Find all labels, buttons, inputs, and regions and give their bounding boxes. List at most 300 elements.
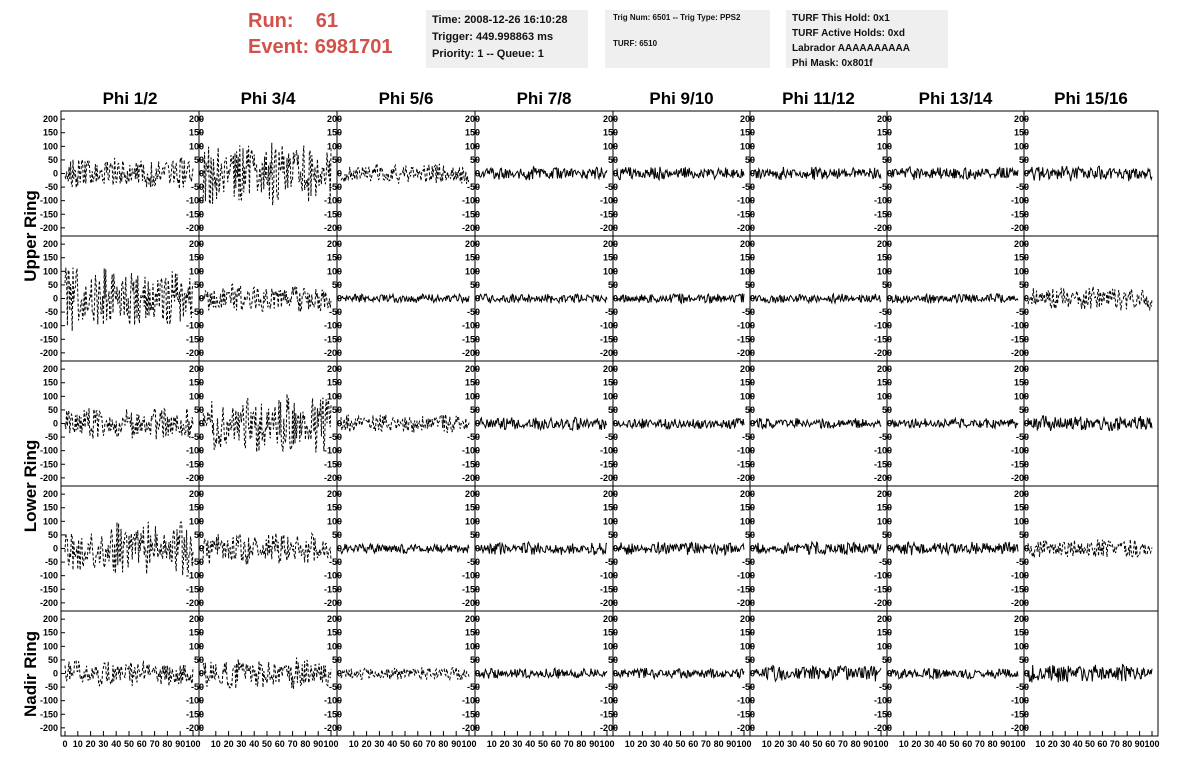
x-tick-label-c2-9: 100: [323, 739, 339, 749]
y-tick-label-r1-c6-4: 0: [749, 168, 755, 179]
y-tick-label-r3-c3-6: -100: [323, 445, 342, 456]
y-tick-label-r1-c8-2: 100: [1013, 141, 1029, 152]
y-tick-label-r5-c5-4: 0: [612, 668, 618, 679]
y-tick-label-r1-c5-0: 200: [602, 114, 618, 125]
y-tick-label-r3-c7-4: 0: [886, 418, 892, 429]
x-tick-label-c4-2: 30: [512, 739, 523, 749]
y-tick-label-r3-c1-8: -200: [39, 472, 58, 483]
x-tick-label-c4-3: 40: [525, 739, 536, 749]
x-tick-label-c5-9: 100: [736, 739, 752, 749]
x-tick-label-c2-0: 10: [210, 739, 221, 749]
waveform-trace-r1-c2: [203, 143, 331, 206]
y-tick-label-r5-c1-7: -150: [39, 709, 58, 720]
y-tick-label-r1-c3-6: -100: [323, 195, 342, 206]
x-tick-label-c5-0: 10: [624, 739, 635, 749]
y-tick-label-r4-c5-3: 50: [607, 529, 618, 540]
y-tick-label-r1-c3-1: 150: [326, 127, 342, 138]
y-tick-label-r5-c6-3: 50: [744, 654, 755, 665]
y-tick-label-r1-c8-7: -150: [1010, 209, 1029, 220]
waveform-trace-r2-c8: [1028, 287, 1152, 311]
waveform-trace-r4-c6: [754, 542, 881, 555]
y-tick-label-r5-c4-0: 200: [464, 614, 480, 625]
y-tick-label-r4-c1-3: 50: [47, 529, 58, 540]
y-tick-label-r1-c6-5: -50: [741, 182, 755, 193]
x-tick-label-c1-6: 60: [136, 739, 147, 749]
y-tick-label-r1-c2-4: 0: [198, 168, 204, 179]
y-tick-label-r2-c1-6: -100: [39, 320, 58, 331]
y-tick-label-r3-c8-0: 200: [1013, 364, 1029, 375]
y-tick-label-r2-c4-7: -150: [461, 334, 480, 345]
y-tick-label-r4-c1-6: -100: [39, 570, 58, 581]
waveform-trace-r4-c3: [341, 544, 469, 554]
y-tick-label-r1-c2-1: 150: [188, 127, 204, 138]
panel-frame-r1-c8: [1024, 111, 1158, 236]
y-tick-label-r2-c7-0: 200: [876, 239, 892, 250]
x-tick-label-c4-9: 100: [599, 739, 615, 749]
y-tick-label-r4-c4-1: 150: [464, 502, 480, 513]
waveform-trace-r4-c2: [203, 533, 331, 564]
y-tick-label-r4-c8-6: -100: [1010, 570, 1029, 581]
y-tick-label-r3-c6-3: 50: [744, 404, 755, 415]
x-tick-label-c4-0: 10: [486, 739, 497, 749]
y-tick-label-r1-c6-6: -100: [736, 195, 755, 206]
column-header-8: Phi 15/16: [1054, 89, 1128, 108]
waveform-trace-r2-c7: [891, 294, 1018, 303]
y-tick-label-r4-c1-5: -50: [44, 557, 58, 568]
y-tick-label-r3-c3-7: -150: [323, 459, 342, 470]
y-tick-label-r1-c3-2: 100: [326, 141, 342, 152]
y-tick-label-r1-c1-0: 200: [42, 114, 58, 125]
y-tick-label-r5-c4-6: -100: [461, 695, 480, 706]
y-tick-label-r5-c1-0: 200: [42, 614, 58, 625]
y-tick-label-r3-c5-6: -100: [599, 445, 618, 456]
y-tick-label-r5-c6-2: 100: [739, 641, 755, 652]
y-tick-label-r1-c3-7: -150: [323, 209, 342, 220]
y-tick-label-r1-c5-6: -100: [599, 195, 618, 206]
y-tick-label-r2-c6-8: -200: [736, 347, 755, 358]
y-tick-label-r3-c6-8: -200: [736, 472, 755, 483]
y-tick-label-r4-c1-4: 0: [52, 543, 58, 554]
y-tick-label-r4-c8-1: 150: [1013, 502, 1029, 513]
y-tick-label-r1-c2-6: -100: [185, 195, 204, 206]
x-tick-label-c5-4: 50: [675, 739, 686, 749]
y-tick-label-r4-c2-5: -50: [190, 557, 204, 568]
y-tick-label-r1-c4-0: 200: [464, 114, 480, 125]
y-tick-label-r1-c2-3: 50: [193, 154, 204, 165]
y-tick-label-r3-c1-3: 50: [47, 404, 58, 415]
x-tick-label-c1-8: 80: [162, 739, 173, 749]
y-tick-label-r1-c7-4: 0: [886, 168, 892, 179]
y-tick-label-r2-c2-8: -200: [185, 347, 204, 358]
x-tick-label-c1-1: 10: [72, 739, 83, 749]
y-tick-label-r3-c3-5: -50: [328, 432, 342, 443]
y-tick-label-r4-c8-2: 100: [1013, 516, 1029, 527]
event-label: Event:: [248, 36, 310, 58]
y-tick-label-r5-c7-2: 100: [876, 641, 892, 652]
waveform-trace-r3-c1: [65, 408, 193, 439]
x-tick-label-c6-1: 20: [774, 739, 785, 749]
y-tick-label-r4-c6-5: -50: [741, 557, 755, 568]
x-tick-label-c3-1: 20: [361, 739, 372, 749]
y-tick-label-r3-c5-8: -200: [599, 472, 618, 483]
y-tick-label-r5-c7-5: -50: [878, 682, 892, 693]
x-tick-label-c2-4: 50: [261, 739, 273, 749]
y-tick-label-r3-c6-6: -100: [736, 445, 755, 456]
turf-num-text: TURF: 6510: [613, 39, 658, 48]
waveform-trace-r1-c6: [754, 167, 881, 180]
y-tick-label-r4-c6-8: -200: [736, 597, 755, 608]
waveform-trace-r3-c6: [754, 418, 881, 428]
y-tick-label-r1-c5-3: 50: [607, 154, 618, 165]
x-tick-label-c4-1: 20: [499, 739, 510, 749]
y-tick-label-r2-c3-8: -200: [323, 347, 342, 358]
y-tick-label-r3-c5-7: -150: [599, 459, 618, 470]
y-tick-label-r2-c4-4: 0: [474, 293, 480, 304]
panel-frame-r4-c2: [199, 486, 337, 611]
y-tick-label-r3-c3-2: 100: [326, 391, 342, 402]
y-tick-label-r4-c5-6: -100: [599, 570, 618, 581]
x-tick-label-c8-3: 40: [1072, 739, 1083, 749]
x-tick-label-c3-7: 80: [438, 739, 449, 749]
y-tick-label-r4-c6-3: 50: [744, 529, 755, 540]
y-tick-label-r3-c7-7: -150: [873, 459, 892, 470]
y-tick-label-r3-c4-4: 0: [474, 418, 480, 429]
y-tick-label-r2-c5-3: 50: [607, 279, 618, 290]
y-tick-label-r1-c3-3: 50: [331, 154, 342, 165]
y-tick-label-r5-c1-8: -200: [39, 722, 58, 733]
y-tick-label-r3-c8-7: -150: [1010, 459, 1029, 470]
y-tick-label-r1-c5-4: 0: [612, 168, 618, 179]
y-tick-label-r3-c5-3: 50: [607, 404, 618, 415]
x-tick-label-c8-1: 20: [1047, 739, 1058, 749]
y-tick-label-r5-c7-6: -100: [873, 695, 892, 706]
y-tick-label-r4-c3-2: 100: [326, 516, 342, 527]
y-tick-label-r5-c7-3: 50: [881, 654, 892, 665]
y-tick-label-r2-c7-4: 0: [886, 293, 892, 304]
y-tick-label-r3-c4-7: -150: [461, 459, 480, 470]
y-tick-label-r5-c3-6: -100: [323, 695, 342, 706]
y-tick-label-r2-c1-3: 50: [47, 279, 58, 290]
y-tick-label-r1-c1-8: -200: [39, 222, 58, 233]
y-tick-label-r4-c7-8: -200: [873, 597, 892, 608]
y-tick-label-r2-c8-1: 150: [1013, 252, 1029, 263]
y-tick-label-r2-c5-7: -150: [599, 334, 618, 345]
y-tick-label-r2-c7-1: 150: [876, 252, 892, 263]
y-tick-label-r2-c2-3: 50: [193, 279, 204, 290]
y-tick-label-r2-c4-1: 150: [464, 252, 480, 263]
y-tick-label-r1-c6-8: -200: [736, 222, 755, 233]
y-tick-label-r1-c8-0: 200: [1013, 114, 1029, 125]
y-tick-label-r3-c1-1: 150: [42, 377, 58, 388]
y-tick-label-r4-c6-0: 200: [739, 489, 755, 500]
y-tick-label-r2-c3-4: 0: [336, 293, 342, 304]
y-tick-label-r5-c7-0: 200: [876, 614, 892, 625]
waveform-trace-r3-c7: [891, 418, 1018, 428]
y-tick-label-r5-c5-7: -150: [599, 709, 618, 720]
waveform-trace-r3-c4: [479, 417, 607, 430]
y-tick-label-r1-c6-0: 200: [739, 114, 755, 125]
y-tick-label-r4-c6-7: -150: [736, 584, 755, 595]
y-tick-label-r3-c5-0: 200: [602, 364, 618, 375]
y-tick-label-r2-c6-2: 100: [739, 266, 755, 277]
x-tick-label-c3-3: 40: [387, 739, 398, 749]
y-tick-label-r4-c7-2: 100: [876, 516, 892, 527]
x-tick-label-c5-6: 70: [700, 739, 711, 749]
y-tick-label-r1-c2-8: -200: [185, 222, 204, 233]
y-tick-label-r3-c5-4: 0: [612, 418, 618, 429]
y-tick-label-r1-c4-1: 150: [464, 127, 480, 138]
waveform-trace-r5-c8: [1028, 665, 1152, 683]
x-tick-label-c7-2: 30: [924, 739, 935, 749]
y-tick-label-r5-c8-1: 150: [1013, 627, 1029, 638]
y-tick-label-r3-c2-6: -100: [185, 445, 204, 456]
y-tick-label-r3-c1-0: 200: [42, 364, 58, 375]
y-tick-label-r2-c6-7: -150: [736, 334, 755, 345]
x-tick-label-c7-7: 80: [987, 739, 998, 749]
y-tick-label-r4-c5-7: -150: [599, 584, 618, 595]
y-tick-label-r3-c3-3: 50: [331, 404, 342, 415]
y-tick-label-r2-c2-5: -50: [190, 307, 204, 318]
waveform-trace-r5-c4: [479, 668, 607, 678]
y-tick-label-r4-c5-1: 150: [602, 502, 618, 513]
y-tick-label-r4-c5-2: 100: [602, 516, 618, 527]
y-tick-label-r4-c8-5: -50: [1015, 557, 1029, 568]
y-tick-label-r1-c4-8: -200: [461, 222, 480, 233]
waveform-trace-r2-c2: [203, 284, 331, 311]
y-tick-label-r3-c8-8: -200: [1010, 472, 1029, 483]
y-tick-label-r1-c1-4: 0: [52, 168, 58, 179]
y-tick-label-r1-c7-8: -200: [873, 222, 892, 233]
y-tick-label-r2-c7-5: -50: [878, 307, 892, 318]
x-tick-label-c5-1: 20: [637, 739, 648, 749]
y-tick-label-r1-c4-3: 50: [469, 154, 480, 165]
y-tick-label-r3-c1-7: -150: [39, 459, 58, 470]
y-tick-label-r4-c4-2: 100: [464, 516, 480, 527]
column-header-4: Phi 7/8: [516, 89, 572, 108]
y-tick-label-r3-c6-5: -50: [741, 432, 755, 443]
y-tick-label-r5-c6-6: -100: [736, 695, 755, 706]
y-tick-label-r4-c2-2: 100: [188, 516, 204, 527]
x-tick-label-c8-6: 70: [1109, 739, 1120, 749]
y-tick-label-r5-c3-0: 200: [326, 614, 342, 625]
y-tick-label-r3-c2-4: 0: [198, 418, 204, 429]
y-tick-label-r4-c3-5: -50: [328, 557, 342, 568]
y-tick-label-r3-c2-8: -200: [185, 472, 204, 483]
y-tick-label-r5-c3-5: -50: [328, 682, 342, 693]
y-tick-label-r5-c1-4: 0: [52, 668, 58, 679]
waveform-trace-r1-c4: [479, 167, 607, 180]
y-tick-label-r3-c7-6: -100: [873, 445, 892, 456]
y-tick-label-r4-c2-7: -150: [185, 584, 204, 595]
y-tick-label-r5-c1-2: 100: [42, 641, 58, 652]
row-label-lower-ring: Lower Ring: [21, 439, 40, 533]
x-tick-label-c5-8: 90: [726, 739, 737, 749]
y-tick-label-r5-c6-4: 0: [749, 668, 755, 679]
y-tick-label-r2-c7-8: -200: [873, 347, 892, 358]
y-tick-label-r3-c7-1: 150: [876, 377, 892, 388]
y-tick-label-r4-c4-8: -200: [461, 597, 480, 608]
time-text: Time: 2008-12-26 16:10:28: [432, 14, 568, 26]
y-tick-label-r1-c1-2: 100: [42, 141, 58, 152]
y-tick-label-r2-c1-7: -150: [39, 334, 58, 345]
y-tick-label-r3-c7-0: 200: [876, 364, 892, 375]
y-tick-label-r2-c6-0: 200: [739, 239, 755, 250]
y-tick-label-r2-c3-5: -50: [328, 307, 342, 318]
y-tick-label-r2-c6-6: -100: [736, 320, 755, 331]
y-tick-label-r2-c6-4: 0: [749, 293, 755, 304]
y-tick-label-r5-c2-6: -100: [185, 695, 204, 706]
column-header-1: Phi 1/2: [102, 89, 158, 108]
y-tick-label-r2-c6-1: 150: [739, 252, 755, 263]
y-tick-label-r1-c7-2: 100: [876, 141, 892, 152]
x-tick-label-c2-7: 80: [300, 739, 311, 749]
y-tick-label-r3-c1-5: -50: [44, 432, 58, 443]
y-tick-label-r5-c3-4: 0: [336, 668, 342, 679]
x-tick-label-c5-3: 40: [662, 739, 673, 749]
y-tick-label-r2-c8-0: 200: [1013, 239, 1029, 250]
y-tick-label-r2-c1-1: 150: [42, 252, 58, 263]
y-tick-label-r2-c1-2: 100: [42, 266, 58, 277]
x-tick-label-c5-7: 80: [713, 739, 724, 749]
y-tick-label-r5-c2-4: 0: [198, 668, 204, 679]
y-tick-label-r3-c3-1: 150: [326, 377, 342, 388]
y-tick-label-r2-c3-1: 150: [326, 252, 342, 263]
waveform-trace-r4-c7: [891, 542, 1018, 555]
waveform-trace-r2-c1: [65, 268, 193, 331]
y-tick-label-r3-c8-2: 100: [1013, 391, 1029, 402]
y-tick-label-r1-c1-6: -100: [39, 195, 58, 206]
y-tick-label-r5-c6-1: 150: [739, 627, 755, 638]
y-tick-label-r2-c8-6: -100: [1010, 320, 1029, 331]
x-tick-label-c4-5: 60: [550, 739, 561, 749]
y-tick-label-r4-c8-3: 50: [1018, 529, 1029, 540]
y-tick-label-r2-c6-5: -50: [741, 307, 755, 318]
y-tick-label-r2-c4-8: -200: [461, 347, 480, 358]
x-tick-label-c5-5: 60: [688, 739, 699, 749]
y-tick-label-r1-c8-5: -50: [1015, 182, 1029, 193]
waveform-trace-r4-c4: [479, 542, 607, 555]
panel-frame-r2-c4: [475, 236, 613, 361]
y-tick-label-r2-c4-5: -50: [466, 307, 480, 318]
y-tick-label-r2-c1-4: 0: [52, 293, 58, 304]
y-tick-label-r4-c3-8: -200: [323, 597, 342, 608]
y-tick-label-r2-c8-3: 50: [1018, 279, 1029, 290]
x-tick-label-c3-4: 50: [399, 739, 411, 749]
x-tick-label-c5-2: 30: [650, 739, 661, 749]
y-tick-label-r1-c4-7: -150: [461, 209, 480, 220]
waveform-trace-r5-c7: [891, 668, 1018, 678]
y-tick-label-r4-c4-0: 200: [464, 489, 480, 500]
y-tick-label-r1-c8-1: 150: [1013, 127, 1029, 138]
y-tick-label-r5-c3-3: 50: [331, 654, 342, 665]
x-tick-label-c8-9: 100: [1144, 739, 1160, 749]
y-tick-label-r5-c1-6: -100: [39, 695, 58, 706]
y-tick-label-r5-c4-2: 100: [464, 641, 480, 652]
y-tick-label-r4-c2-3: 50: [193, 529, 204, 540]
y-tick-label-r2-c3-0: 200: [326, 239, 342, 250]
y-tick-label-r1-c7-3: 50: [881, 154, 892, 165]
y-tick-label-r2-c8-8: -200: [1010, 347, 1029, 358]
run-value: 61: [315, 10, 339, 32]
y-tick-label-r3-c4-0: 200: [464, 364, 480, 375]
y-tick-label-r3-c8-6: -100: [1010, 445, 1029, 456]
y-tick-label-r1-c7-6: -100: [873, 195, 892, 206]
y-tick-label-r2-c2-1: 150: [188, 252, 204, 263]
waveform-trace-r4-c1: [65, 522, 193, 576]
y-tick-label-r3-c7-5: -50: [878, 432, 892, 443]
y-tick-label-r2-c7-3: 50: [881, 279, 892, 290]
waveform-trace-r5-c1: [65, 661, 193, 686]
x-tick-label-c3-8: 90: [451, 739, 462, 749]
y-tick-label-r5-c2-1: 150: [188, 627, 204, 638]
y-tick-label-r3-c3-4: 0: [336, 418, 342, 429]
x-tick-label-c6-6: 70: [837, 739, 848, 749]
y-tick-label-r2-c3-3: 50: [331, 279, 342, 290]
y-tick-label-r1-c5-7: -150: [599, 209, 618, 220]
y-tick-label-r5-c3-2: 100: [326, 641, 342, 652]
y-tick-label-r3-c6-2: 100: [739, 391, 755, 402]
y-tick-label-r4-c4-4: 0: [474, 543, 480, 554]
y-tick-label-r4-c8-8: -200: [1010, 597, 1029, 608]
y-tick-label-r3-c2-7: -150: [185, 459, 204, 470]
x-tick-label-c4-7: 80: [576, 739, 587, 749]
x-tick-label-c6-4: 50: [812, 739, 823, 749]
y-tick-label-r1-c8-6: -100: [1010, 195, 1029, 206]
y-tick-label-r2-c8-2: 100: [1013, 266, 1029, 277]
y-tick-label-r5-c8-0: 200: [1013, 614, 1029, 625]
x-tick-label-c7-6: 70: [974, 739, 985, 749]
panel-frame-r1-c2: [199, 111, 337, 236]
y-tick-label-r2-c5-2: 100: [602, 266, 618, 277]
x-tick-label-c1-0: 0: [62, 739, 68, 749]
turf-this-hold-text: TURF This Hold: 0x1: [792, 13, 890, 24]
y-tick-label-r5-c3-8: -200: [323, 722, 342, 733]
y-tick-label-r4-c6-6: -100: [736, 570, 755, 581]
x-tick-label-c2-5: 60: [274, 739, 285, 749]
y-tick-label-r4-c7-4: 0: [886, 543, 892, 554]
x-tick-label-c1-4: 40: [111, 739, 122, 749]
y-tick-label-r1-c1-7: -150: [39, 209, 58, 220]
y-tick-label-r4-c2-8: -200: [185, 597, 204, 608]
y-tick-label-r2-c4-6: -100: [461, 320, 480, 331]
y-tick-label-r3-c5-2: 100: [602, 391, 618, 402]
y-tick-label-r5-c5-6: -100: [599, 695, 618, 706]
y-tick-label-r5-c1-3: 50: [47, 654, 58, 665]
y-tick-label-r1-c6-3: 50: [744, 154, 755, 165]
y-tick-label-r5-c3-1: 150: [326, 627, 342, 638]
y-tick-label-r5-c8-7: -150: [1010, 709, 1029, 720]
y-tick-label-r5-c2-0: 200: [188, 614, 204, 625]
y-tick-label-r3-c2-5: -50: [190, 432, 204, 443]
y-tick-label-r5-c7-7: -150: [873, 709, 892, 720]
y-tick-label-r5-c1-1: 150: [42, 627, 58, 638]
waveform-trace-r1-c3: [341, 164, 469, 184]
y-tick-label-r2-c8-4: 0: [1023, 293, 1029, 304]
x-tick-label-c3-5: 60: [412, 739, 423, 749]
y-tick-label-r5-c7-8: -200: [873, 722, 892, 733]
waveform-trace-r2-c5: [617, 294, 744, 304]
y-tick-label-r2-c7-6: -100: [873, 320, 892, 331]
labrador-text: Labrador AAAAAAAAAA: [792, 43, 910, 54]
y-tick-label-r4-c1-1: 150: [42, 502, 58, 513]
y-tick-label-r2-c1-5: -50: [44, 307, 58, 318]
y-tick-label-r5-c2-7: -150: [185, 709, 204, 720]
y-tick-label-r2-c4-0: 200: [464, 239, 480, 250]
waveform-trace-r3-c5: [617, 419, 744, 429]
x-tick-label-c8-7: 80: [1122, 739, 1133, 749]
y-tick-label-r3-c4-8: -200: [461, 472, 480, 483]
y-tick-label-r5-c8-8: -200: [1010, 722, 1029, 733]
